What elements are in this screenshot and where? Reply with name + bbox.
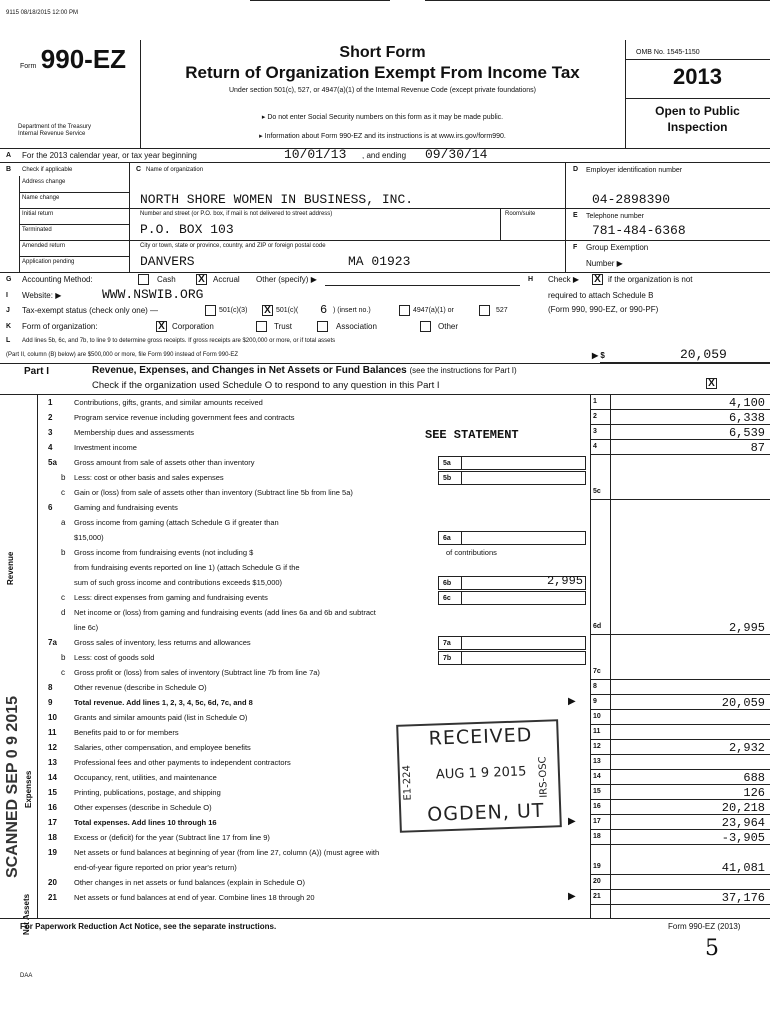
sub-line-box[interactable] — [438, 531, 586, 545]
side-revenue: Revenue — [6, 551, 15, 585]
table-row — [38, 860, 770, 875]
org-state-zip[interactable]: MA 01923 — [348, 254, 411, 269]
line-description: Program service revenue including government fees and contracts — [74, 413, 295, 422]
line-description: Total revenue. Add lines 1, 2, 3, 4, 5c, 6d, 7c, and 8 — [74, 698, 253, 707]
association-checkbox[interactable] — [317, 321, 328, 332]
line-sub-letter: d — [61, 608, 66, 617]
line-ref: 15 — [593, 788, 601, 795]
line-after-text: of contributions — [446, 548, 497, 557]
form-word: Form — [20, 63, 37, 70]
other-org-label: Other — [438, 322, 459, 331]
line-ref: 16 — [593, 803, 601, 810]
section-b-header: Check if applicable — [22, 167, 73, 173]
inspection: Inspection — [667, 120, 728, 134]
line-ref: 4 — [593, 443, 597, 450]
checkbox-address-change[interactable]: Address change — [22, 179, 66, 185]
table-row — [38, 455, 770, 470]
checkbox-amended-return[interactable]: Amended return — [22, 243, 66, 249]
line-description: end-of-year figure reported on prior year's return) — [74, 863, 237, 872]
line-amount[interactable]: 37,176 — [721, 891, 765, 905]
line-number: 18 — [48, 833, 57, 842]
table-row — [38, 605, 770, 620]
sub-line-label: 7b — [443, 655, 452, 662]
ein-value[interactable]: 04-2898390 — [592, 192, 671, 207]
line-number: 1 — [48, 398, 53, 407]
line-k-label: K — [6, 323, 12, 330]
association-label: Association — [336, 322, 377, 331]
sub-line-label: 6c — [443, 595, 451, 602]
line-description: Gain or (loss) from sale of assets other than inventory (Subtract line 5b from line 5a) — [74, 488, 353, 497]
table-row — [38, 395, 770, 410]
table-row — [38, 440, 770, 455]
section-d-label: D — [573, 166, 579, 173]
line-i-label: I — [6, 292, 8, 299]
room-suite-label: Room/suite — [505, 211, 536, 217]
line-description: Salaries, other compensation, and employee benefits — [74, 743, 251, 752]
dept-treasury: Department of the Treasury — [18, 124, 92, 130]
line-number: 3 — [48, 428, 53, 437]
line-ref: 17 — [593, 818, 601, 825]
cash-checkbox[interactable] — [138, 274, 149, 285]
part1-check-text: Check if the organization used Schedule O to respond to any question in this Part I — [92, 380, 440, 391]
table-row — [38, 500, 770, 515]
title-main: Return of Organization Exempt From Income Tax — [185, 63, 580, 82]
schedule-b-checkbox[interactable]: X — [592, 274, 603, 285]
line-ref: 5c — [593, 488, 601, 495]
schedule-o-checkbox[interactable]: X — [706, 378, 717, 389]
line-l-label: L — [6, 337, 11, 344]
part1-label: Part I — [24, 366, 50, 377]
line-a-text: For the 2013 calendar year, or tax year beginning — [22, 151, 197, 160]
line-amount[interactable]: 2,995 — [728, 621, 765, 635]
line-description: Gross profit or (loss) from sales of inventory (Subtract line 7b from line 7a) — [74, 668, 320, 677]
table-row — [38, 590, 770, 605]
line-j-label: J — [6, 307, 10, 314]
line-number: 4 — [48, 443, 53, 452]
table-row — [38, 425, 770, 440]
part1-title-wrap — [92, 365, 517, 376]
stamp-city: OGDEN, UT — [426, 799, 545, 826]
line-description: Investment income — [74, 443, 137, 452]
org-city[interactable]: DANVERS — [140, 254, 195, 269]
line-number: 8 — [48, 683, 53, 692]
501c3-label: 501(c)(3) — [219, 307, 248, 314]
tax-year-begin[interactable]: 10/01/13 — [284, 147, 347, 162]
527-checkbox[interactable] — [479, 305, 490, 316]
line-description: Gross income from gaming (attach Schedule G if greater than — [74, 518, 279, 527]
line-amount[interactable]: -3,905 — [721, 831, 765, 845]
stamp-date: AUG 1 9 2015 — [435, 764, 527, 783]
arrow-icon: ▶ — [568, 891, 576, 902]
line-description: Benefits paid to or for members — [74, 728, 179, 737]
table-row — [38, 710, 770, 725]
scanned-side-stamp: SCANNED SEP 0 9 2015 — [4, 695, 21, 878]
line-ref: 13 — [593, 758, 601, 765]
table-row — [38, 680, 770, 695]
line-number: 16 — [48, 803, 57, 812]
table-row — [38, 560, 770, 575]
line-amount[interactable]: 41,081 — [721, 861, 765, 875]
table-row — [38, 875, 770, 890]
tax-year-end[interactable]: 09/30/14 — [425, 147, 488, 162]
line-amount[interactable]: 126 — [743, 786, 765, 800]
line-description: Professional fees and other payments to independent contractors — [74, 758, 291, 767]
amount-underline — [590, 904, 770, 905]
stamp-left-code: E1-224 — [401, 764, 414, 801]
irs-label: Internal Revenue Service — [18, 131, 86, 137]
line-number: 7a — [48, 638, 57, 647]
street-label: Number and street (or P.O. box, if mail is not delivered to street address) — [140, 211, 333, 217]
line-description: Total expenses. Add lines 10 through 16 — [74, 818, 217, 827]
line-description: Excess or (deficit) for the year (Subtract line 17 from line 9) — [74, 833, 270, 842]
insert-no-label: ) (insert no.) — [333, 307, 371, 314]
checkbox-initial-return[interactable]: Initial return — [22, 211, 54, 217]
line-description: $15,000) — [74, 533, 104, 542]
line-amount[interactable]: 4,100 — [728, 396, 765, 410]
line-ref: 20 — [593, 878, 601, 885]
table-row — [38, 485, 770, 500]
sub-line-label: 6b — [443, 580, 452, 587]
title-short: Short Form — [339, 44, 426, 61]
line-description: Other changes in net assets or fund balances (explain in Schedule O) — [74, 878, 305, 887]
line-g-label: G — [6, 276, 12, 283]
line-a-label: A — [6, 152, 12, 159]
line-ref: 19 — [593, 863, 601, 870]
section-c-label: C — [136, 166, 142, 173]
print-stamp: 9115 08/18/2015 12:00 PM — [6, 10, 78, 16]
sub-line-value[interactable]: 2,995 — [546, 574, 583, 588]
paperwork-notice: For Paperwork Reduction Act Notice, see the separate instructions. — [20, 922, 277, 931]
other-method-label: Other (specify) ▶ — [256, 275, 317, 284]
501c3-checkbox[interactable] — [205, 305, 216, 316]
line-amount[interactable]: 688 — [743, 771, 765, 785]
line-sub-letter: c — [61, 488, 65, 497]
trust-checkbox[interactable] — [256, 321, 267, 332]
line-description: Less: direct expenses from gaming and fundraising events — [74, 593, 268, 602]
line-sub-letter: c — [61, 668, 65, 677]
tax-exempt-label: Tax-exempt status (check only one) — — [22, 306, 159, 315]
line-amount[interactable]: 2,932 — [728, 741, 765, 755]
line-ref: 14 — [593, 773, 601, 780]
line-sub-letter: b — [61, 548, 66, 557]
city-label: City or town, state or province, country, and ZIP or foreign postal code — [140, 243, 326, 249]
527-label: 527 — [496, 307, 508, 314]
table-row — [38, 530, 770, 545]
stamp-received: RECEIVED — [428, 724, 533, 750]
sub-line-label: 5a — [443, 460, 451, 467]
line-description: Net income or (loss) from gaming and fundraising events (add lines 6a and 6b and subtract — [74, 608, 376, 617]
line-ref: 11 — [593, 728, 601, 735]
side-expenses: Expenses — [24, 770, 33, 808]
line-sub-letter: c — [61, 593, 65, 602]
sub-line-box[interactable] — [438, 651, 586, 665]
accrual-label: Accrual — [213, 275, 240, 284]
line-number: 5a — [48, 458, 57, 467]
501c-label: 501(c)( — [276, 307, 299, 314]
table-row — [38, 695, 770, 710]
form-number: 990-EZ — [40, 44, 127, 74]
checkbox-application-pending[interactable]: Application pending — [22, 259, 75, 265]
table-row — [38, 620, 770, 635]
sub-line-box[interactable] — [438, 636, 586, 650]
phone-value[interactable]: 781-484-6368 — [592, 223, 686, 238]
4947-label: 4947(a)(1) or — [413, 307, 454, 314]
sub-line-box[interactable] — [438, 456, 586, 470]
line-l-text1: Add lines 5b, 6c, and 7b, to line 9 to determine gross receipts. If gross receipts are $200,000 or more, or if total assets — [22, 338, 336, 344]
line-h-text2: required to attach Schedule B — [548, 291, 654, 300]
corporation-checkbox[interactable]: X — [156, 321, 167, 332]
line-number: 13 — [48, 758, 57, 767]
line-number: 9 — [48, 698, 53, 707]
org-street[interactable]: P.O. BOX 103 — [140, 222, 234, 237]
table-row — [38, 665, 770, 680]
accounting-method-label: Accounting Method: — [22, 275, 93, 284]
sub-line-box[interactable] — [438, 591, 586, 605]
table-row — [38, 890, 770, 905]
corporation-label: Corporation — [172, 322, 214, 331]
line-h-text3: (Form 990, 990-EZ, or 990-PF) — [548, 305, 659, 314]
line-number: 6 — [48, 503, 53, 512]
line-number: 20 — [48, 878, 57, 887]
line-h-check: Check ▶ — [548, 275, 580, 284]
line-description: Printing, publications, postage, and shipping — [74, 788, 221, 797]
line-amount[interactable]: 6,338 — [728, 411, 765, 425]
group-exemption-label: Group Exemption — [586, 243, 649, 252]
gross-receipts-dollar: ▶ $ — [592, 351, 605, 360]
line-description: Other revenue (describe in Schedule O) — [74, 683, 207, 692]
line-description: Gross sales of inventory, less returns and allowances — [74, 638, 251, 647]
see-statement: SEE STATEMENT — [425, 428, 519, 442]
line-description: Net assets or fund balances at end of year. Combine lines 18 through 20 — [74, 893, 315, 902]
notice-ssn: ▸ Do not enter Social Security numbers on this form as it may be made public. — [261, 114, 504, 121]
line-number: 21 — [48, 893, 57, 902]
daa-label: DAA — [20, 973, 33, 979]
line-description: Less: cost or other basis and sales expenses — [74, 473, 224, 482]
line-description: Other expenses (describe in Schedule O) — [74, 803, 212, 812]
line-description: Gross amount from sale of assets other than inventory — [74, 458, 255, 467]
side-net-assets: Net Assets — [22, 893, 31, 935]
checkbox-terminated[interactable]: Terminated — [22, 227, 52, 233]
form-footer-right: Form 990-EZ (2013) — [668, 922, 741, 931]
open-public: Open to Public — [655, 104, 740, 118]
part1-title-rest: (see the instructions for Part I) — [409, 366, 517, 375]
trust-label: Trust — [274, 322, 292, 331]
line-number: 2 — [48, 413, 53, 422]
line-sub-letter: a — [61, 518, 66, 527]
line-number: 17 — [48, 818, 57, 827]
line-ref: 10 — [593, 713, 601, 720]
org-name[interactable]: NORTH SHORE WOMEN IN BUSINESS, INC. — [140, 192, 414, 207]
line-ref: 6d — [593, 623, 602, 630]
sub-line-label: 7a — [443, 640, 451, 647]
line-sub-letter: b — [61, 653, 66, 662]
received-stamp — [396, 719, 562, 833]
line-ref: 9 — [593, 698, 597, 705]
part1-title: Revenue, Expenses, and Changes in Net Assets or Fund Balances — [92, 365, 407, 376]
arrow-icon: ▶ — [568, 696, 576, 707]
4947-checkbox[interactable] — [399, 305, 410, 316]
line-ref: 2 — [593, 413, 597, 420]
tax-year: 2013 — [673, 64, 722, 89]
line-ref: 21 — [593, 893, 601, 900]
line-ref: 18 — [593, 833, 601, 840]
line-description: Contributions, gifts, grants, and similar amounts received — [74, 398, 263, 407]
table-row — [38, 515, 770, 530]
table-row — [38, 845, 770, 860]
and-ending-label: , and ending — [362, 151, 407, 160]
org-name-label: Name of organization — [146, 167, 204, 173]
website-label: Website: ▶ — [22, 291, 62, 300]
line-description: Membership dues and assessments — [74, 428, 195, 437]
cash-label: Cash — [157, 275, 176, 284]
line-h-label: H — [528, 276, 534, 283]
sub-line-box[interactable] — [438, 576, 586, 590]
line-h-text1: if the organization is not — [608, 275, 693, 284]
section-f-label: F — [573, 244, 578, 251]
other-org-checkbox[interactable] — [420, 321, 431, 332]
form-header-left — [20, 44, 126, 75]
sub-line-box[interactable] — [438, 471, 586, 485]
line-number: 14 — [48, 773, 57, 782]
line-description: Gross income from fundraising events (not including $ — [74, 548, 254, 557]
line-ref: 12 — [593, 743, 601, 750]
line-amount[interactable]: 6,539 — [728, 426, 765, 440]
line-number: 10 — [48, 713, 57, 722]
line-amount[interactable]: 23,964 — [721, 816, 765, 830]
table-row — [38, 545, 770, 560]
stamp-right-code: IRS-OSC — [537, 756, 550, 798]
section-b-label: B — [6, 166, 12, 173]
line-amount[interactable]: 87 — [750, 441, 765, 455]
line-ref: 8 — [593, 683, 597, 690]
line-number: 11 — [48, 728, 57, 737]
table-row — [38, 650, 770, 665]
form-of-org-label: Form of organization: — [22, 322, 98, 331]
checkbox-name-change[interactable]: Name change — [22, 195, 60, 201]
line-number: 19 — [48, 848, 57, 857]
501c-number[interactable]: 6 — [320, 303, 328, 317]
line-sub-letter: b — [61, 473, 66, 482]
line-ref: 3 — [593, 428, 597, 435]
table-row — [38, 470, 770, 485]
accrual-checkbox[interactable]: X — [196, 274, 207, 285]
line-description: Occupancy, rent, utilities, and maintenance — [74, 773, 217, 782]
omb-number: OMB No. 1545-1150 — [636, 49, 700, 56]
sub-line-label: 6a — [443, 535, 451, 542]
gross-receipts-value[interactable]: 20,059 — [680, 347, 727, 362]
website-value[interactable]: WWW.NSWIB.ORG — [102, 287, 204, 302]
group-number-label: Number ▶ — [586, 259, 623, 268]
ein-label: Employer identification number — [586, 167, 683, 174]
handwritten-page-number: 5 — [705, 936, 719, 961]
phone-label: Telephone number — [586, 213, 644, 220]
sub-line-label: 5b — [443, 475, 452, 482]
section-e-label: E — [573, 212, 578, 219]
line-amount[interactable]: 20,059 — [721, 696, 765, 710]
line-l-text2: (Part II, column (B) below) are $500,000 or more, file Form 990 instead of Form 990-EZ — [6, 352, 239, 358]
line-description: sum of such gross income and contributions exceeds $15,000) — [74, 578, 283, 587]
line-number: 15 — [48, 788, 57, 797]
table-row — [38, 410, 770, 425]
line-description: Grants and similar amounts paid (list in Schedule O) — [74, 713, 248, 722]
notice-info: ▸ Information about Form 990-EZ and its instructions is at www.irs.gov/form990. — [259, 133, 506, 140]
line-ref: 7c — [593, 668, 601, 675]
line-description: from fundraising events reported on line 1) (attach Schedule G if the — [74, 563, 300, 572]
line-description: Net assets or fund balances at beginning of year (from line 27, column (A)) (must agree with — [74, 848, 380, 857]
arrow-icon: ▶ — [568, 816, 576, 827]
line-description: Gaming and fundraising events — [74, 503, 178, 512]
line-number: 12 — [48, 743, 57, 752]
line-description: line 6c) — [74, 623, 99, 632]
line-ref: 1 — [593, 398, 597, 405]
line-amount[interactable]: 20,218 — [721, 801, 765, 815]
501c-checkbox[interactable]: X — [262, 305, 273, 316]
line-description: Less: cost of goods sold — [74, 653, 155, 662]
subtitle: Under section 501(c), 527, or 4947(a)(1) of the Internal Revenue Code (except private foundations) — [228, 87, 536, 94]
table-row — [38, 635, 770, 650]
table-row — [38, 575, 770, 590]
